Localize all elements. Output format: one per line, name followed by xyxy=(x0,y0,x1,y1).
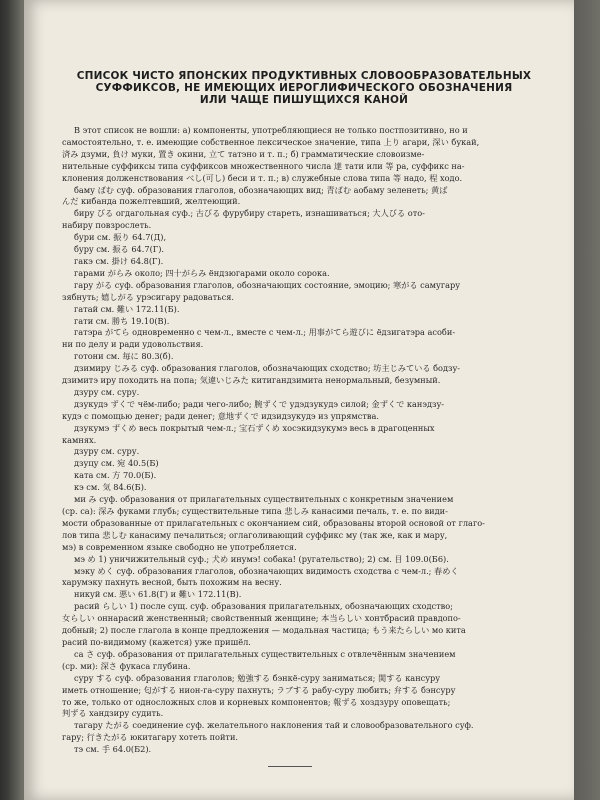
text-line: 判ずる хандзиру судить. xyxy=(62,708,164,719)
text-line: зябнуть; 嬉しがる урэсигару радоваться. xyxy=(62,291,234,302)
text-line: (ср. са): 深み фуками глубь; существительные типа 悲しみ канасими печаль, т. е. по види- xyxy=(62,506,448,516)
entry-line: тагару たがる соединение суф. желательного наклонения тай и словообразовательного суф. xyxy=(74,720,474,731)
page-body xyxy=(62,125,570,756)
entry-line: дзуру см. суру. xyxy=(74,386,140,397)
entry-line: гатай см. 難い 172.11(Б). xyxy=(74,303,180,314)
entry-line: гакэ см. 掛け 64.8(Г). xyxy=(74,255,164,266)
entry-line: ката см. 方 70.0(Б). xyxy=(74,470,157,481)
entry-line: мэ め 1) уничижительный суф.; 犬め инумэ! собака! (ругательство); 2) см. 目 109.0(Б6). xyxy=(74,553,449,564)
text-line: добный; 2) после глагола в конце предложения — модальная частица; もう来たらしい мо кита xyxy=(62,625,466,636)
entry-line: мэку めく суф. образования глаголов, обозначающих видимость сходства с чем-л.; 春めく xyxy=(74,565,459,576)
text-line: то же, только от односложных слов и корневых компонентов; 報ずる хоздзуру оповещать; xyxy=(62,696,451,707)
text-line: набиру повзрослеть. xyxy=(62,220,152,231)
page-title xyxy=(64,70,544,106)
text-line: В этот список не вошли: а) компоненты, употребляющиеся не только постпозитивно, но и xyxy=(74,125,468,135)
text-line: んだ кибанда пожелтевший, желтеющий. xyxy=(62,196,241,207)
text-line: лов типа 悲しむ канасиму печалиться; оглаголивающий суффикс му (так же, как и мару, xyxy=(62,529,448,540)
entry-line: бирy びる огдагольная суф.; 古びる фурубиру стареть, изнашиваться; 大人びる ото- xyxy=(74,208,425,219)
entry-line: дзимиру じみる суф. образования глаголов, обозначающих сходство; 坊主じみている бодзу- xyxy=(74,363,461,374)
text-line: иметь отношение; 匂がする нион-га-суру пахнуть; ラブする рабу-суру любить; 弁する бэнсуру xyxy=(62,684,456,695)
text-line: нительные суффиксы типа суффиксов множественного числа 達 тати или 等 ра, суффикс на- xyxy=(62,160,465,171)
text-line: расий по-видимому (кажется) уже пришёл. xyxy=(62,636,251,647)
text-line: камнях. xyxy=(62,434,97,445)
entry-line: са さ суф. образования от прилагательных существительных с отвлечённым значением xyxy=(74,648,456,659)
entry-line: кэ см. 気 84.6(Б). xyxy=(74,482,147,493)
text-line: (ср. ми): 深さ фукаса глубина. xyxy=(62,660,191,671)
footer-rule xyxy=(268,766,312,767)
entry-line: дзукумэ ずくめ весь покрытый чем-л.; 宝石ずくめ хосэкидзукумэ весь в драгоценных xyxy=(74,422,435,433)
text-line: 女らしい оннарасий женственный; свойственный женщине; 本当らしい хонтбрасий правдопо- xyxy=(62,613,461,624)
text-line: кудэ с помощью денег; ради денег; 意地ずくで идзидзукудэ из упрямства. xyxy=(62,410,379,421)
text-line: мэ) в современном языке свободно не употребляется. xyxy=(62,541,297,552)
title-line: СПИСОК ЧИСТО ЯПОНСКИХ ПРОДУКТИВНЫХ СЛОВООБРАЗОВАТЕЛЬНЫХ xyxy=(76,70,532,82)
entry-line: гарами がらみ около; 四十がらみ ёндзюгарами около сорока. xyxy=(74,267,330,278)
entry-line: расий らしい 1) после сущ. суф. образования прилагательных, обозначающих сходство; xyxy=(74,601,453,612)
text-line: самостоятельно, т. е. имеющие собственное лексическое значение, типа 上り агари, 深い букай, xyxy=(62,136,480,147)
entry-line: суру する суф. образования глаголов; 勉強する бэнкё-суру заниматься; 関する кансуру xyxy=(74,672,441,683)
entry-line: гару がる суф. образования глаголов, обозначающих состояние, эмоцию; 寒がる самугару xyxy=(74,279,461,290)
entry-line: ми み суф. образования от прилагательных существительных с конкретным значением xyxy=(74,494,454,505)
text-line: дзимитэ иру походить на попа; 気違いじみた китигандзимита ненормальный, безумный. xyxy=(62,375,441,386)
title-line: СУФФИКСОВ, НЕ ИМЕЮЩИХ ИЕРОГЛИФИЧЕСКОГО ОБОЗНАЧЕНИЯ xyxy=(95,82,513,94)
text-line: гару; 行きたがる юкитагару хотеть пойти. xyxy=(62,732,239,743)
entry-line: тэ см. 手 64.0(Б2). xyxy=(74,744,152,755)
title-line: ИЛИ ЧАЩЕ ПИШУЩИХСЯ КАНОЙ xyxy=(199,94,409,106)
entry-line: дзукудэ ずくで чём-либо; ради чего-либо; 腕ずくで удэдзукудэ силой; 金ずくで канэдзу- xyxy=(74,398,445,409)
entry-line: готони см. 毎に 80.3(б). xyxy=(74,351,174,362)
entry-line: никуй см. 悪い 61.8(Г) и 難い 172.11(В). xyxy=(74,589,242,600)
entry-line: дзуцу см. 宛 40.5(Б) xyxy=(74,458,159,469)
text-line: 済み дзуми, 負け муки, 置き oкини, 立て татэно и т. п.; б) грамматические словоизме- xyxy=(62,148,425,159)
book-page xyxy=(24,0,574,800)
text-line: харумэку пахнуть весной, быть похожим на весну. xyxy=(62,577,282,588)
entry-line: баму ばむ суф. образования глаголов, обозначающих вид; 青ばむ аобаму зеленеть; 黄ば xyxy=(74,184,448,195)
entry-line: дзуру см. суру. xyxy=(74,446,140,457)
text-line: мости образованные от прилагательных с окончанием сий, образованы второй основой от глаго- xyxy=(62,517,485,528)
entry-line: бури см. 振り 64.7(Д), xyxy=(74,232,167,243)
text-line: клонения долженствования べし(可し) беси и т. п.; в) служебные слова типа 等 надо, 程 ходо. xyxy=(62,172,463,183)
scan-edge xyxy=(574,0,600,800)
entry-line: гати см. 勝ち 19.10(В). xyxy=(74,315,170,326)
entry-line: бурy см. 振る 64.7(Г). xyxy=(74,244,164,255)
text-line: ни по делу и ради удовольствия. xyxy=(62,339,204,350)
entry-line: гатэра がてら одновременно с чем-л., вместе с чем-л.; 用事がてら遊びに ёдзигатэра асоби- xyxy=(74,327,456,338)
